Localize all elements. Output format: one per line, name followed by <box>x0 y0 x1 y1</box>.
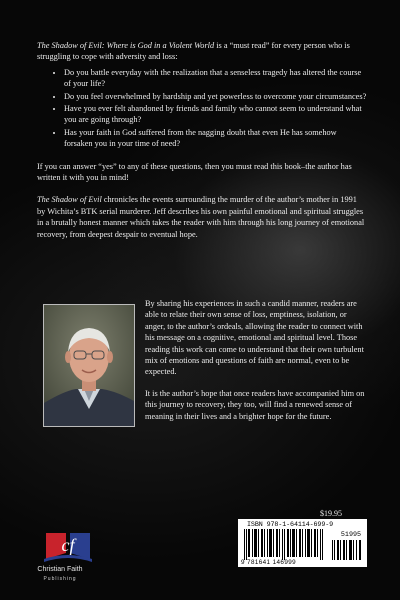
intro-book-title: The Shadow of Evil: Where is God in a Violent World <box>37 41 215 50</box>
price-barcode-bars <box>332 540 362 560</box>
author-text-column <box>145 298 367 422</box>
isbn-label: ISBN 978-1-64114-699-9 <box>247 521 334 529</box>
question-list <box>37 67 367 150</box>
barcode-digits: 9 781641 146999 <box>241 559 297 566</box>
barcode-bars <box>244 529 326 560</box>
chronicle-text: chronicles the events surrounding the murder of the author’s mother in 1991 by Wichita’s BTK serial murderer. Jeff describes his own painful emotional and spiritual struggles in a brutally honest manner which takes the reader with him through his long journey of emotional recovery, from deepest despair to eventual hope. <box>37 195 365 239</box>
question-item: • Do you battle everyday with the realization that a senseless tragedy has altered the course of your life? <box>64 67 367 90</box>
cf-logo-icon <box>36 531 100 567</box>
back-cover-text <box>37 40 367 240</box>
publisher-name: Christian Faith <box>37 566 83 573</box>
author-photo <box>43 304 135 427</box>
intro-paragraph <box>37 40 367 63</box>
question-item: • Has your faith in God suffered from the nagging doubt that even He has somehow forsaken you in your time of need? <box>64 127 367 150</box>
question-item: • Have you ever felt abandoned by friends and family who cannot seem to understand what you are going through? <box>64 103 367 126</box>
intro-text: is a “must read” for every person who is struggling to cope with adversity and loss: <box>37 41 350 62</box>
chronicle-paragraph <box>37 194 367 240</box>
hope-paragraph: It is the author’s hope that once readers have accompanied him on this journey to recovery, they too, will find a renewed sense of meaning in their lives and a brighter hope for the future. <box>145 388 365 421</box>
answer-paragraph: If you can answer “yes” to any of these questions, then you must read this book–the author has written it with you in mind! <box>37 161 352 183</box>
price-code: 51995 <box>340 531 361 539</box>
logo-letters: cf <box>61 535 75 555</box>
publisher-subtitle: Publishing <box>43 576 77 582</box>
chronicle-book-title: The Shadow of Evil <box>37 195 102 205</box>
sharing-paragraph: By sharing his experiences in such a candid manner, readers are able to relate their own sense of loss, emptiness, isolation, or anger, to the author’s ordeals, allowing the reader to connect with his message on a cognitive, emotional and spiritual level. Those reading this work can come to understand that their own turbulent mix of emotions and questions of faith are normal, even to be expected. <box>145 299 364 377</box>
price-label: $19.95 <box>320 509 342 518</box>
isbn-barcode <box>238 519 367 567</box>
question-item: • Do you feel overwhelmed by hardship and yet powerless to overcome your circumstances? <box>64 91 367 102</box>
